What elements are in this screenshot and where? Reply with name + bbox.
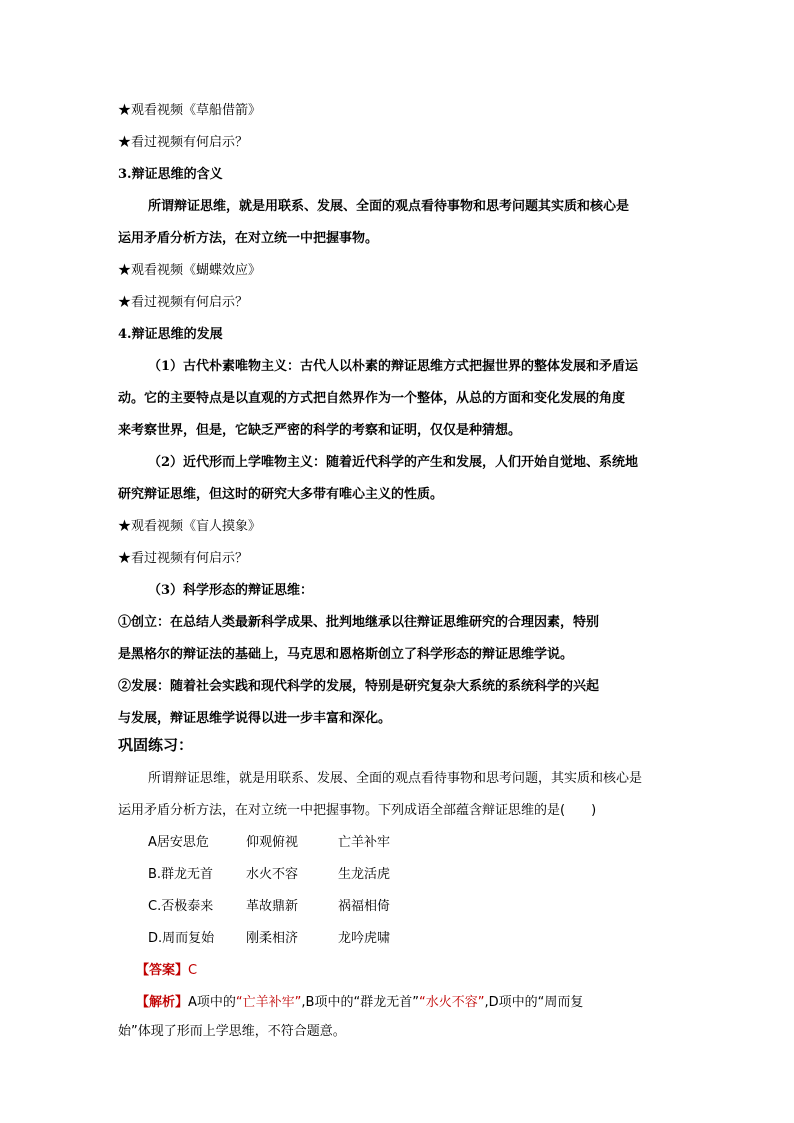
exercise-stem-line-1: 所谓辩证思维，就是用联系、发展、全面的观点看待事物和思考问题，其实质和核心是	[148, 771, 643, 786]
option-c-1: C.否极泰来	[148, 899, 214, 914]
question-line-2: ★看过视频有何启示？	[118, 295, 249, 310]
analysis-text-3: ,D项中的“周而复	[484, 995, 584, 1010]
paragraph-1-line-2: 动。它的主要特点是以直观的方式把自然界作为一个整体，从总的方面和变化发展的角度	[118, 391, 626, 406]
paragraph-1-line-1: （1）古代朴素唯物主义：古代人以朴素的辩证思维方式把握世界的整体发展和矛盾运	[148, 359, 639, 374]
video-line-2: ★观看视频《蝴蝶效应》	[118, 263, 262, 278]
option-a-2: 仰观俯视	[246, 835, 299, 850]
option-a-1: A居安思危	[148, 835, 209, 850]
analysis-text-1: A项中的	[188, 995, 236, 1010]
answer-label: 【答案】	[136, 963, 189, 978]
section-heading-4: 4.辩证思维的发展	[118, 327, 223, 342]
exercise-stem-line-2: 运用矛盾分析方法，在对立统一中把握事物。下列成语全部蕴含辩证思维的是( )	[118, 803, 597, 818]
paragraph-2-line-1: （2）近代形而上学唯物主义：随着近代科学的产生和发展，人们开始自觉地、系统地	[148, 455, 639, 470]
definition-line-2: 运用矛盾分析方法，在对立统一中把握事物。	[118, 231, 379, 246]
question-line-3: ★看过视频有何启示？	[118, 551, 249, 566]
option-c-3: 祸福相倚	[338, 899, 391, 914]
option-b-1: B.群龙无首	[148, 867, 214, 882]
development-line-2: 与发展，辩证思维学说得以进一步丰富和深化。	[118, 711, 392, 726]
option-c-2: 革故鼎新	[246, 899, 299, 914]
analysis-line-1	[136, 993, 696, 1013]
analysis-line-2: 始”体现了形而上学思维，不符合题意。	[118, 1024, 346, 1039]
analysis-label: 【解析】	[136, 995, 189, 1010]
creation-line-2: 是黑格尔的辩证法的基础上，马克思和恩格斯创立了科学形态的辩证思维学说。	[118, 647, 574, 662]
option-d-1: D.周而复始	[148, 931, 215, 946]
analysis-text-2: ,B项中的	[301, 995, 354, 1010]
analysis-quote-3: “水火不容”	[418, 995, 485, 1010]
exercise-heading: 巩固练习：	[118, 736, 194, 754]
paragraph-3-heading: （3）科学形态的辩证思维：	[148, 583, 314, 598]
answer-value: C	[188, 963, 198, 978]
development-line-1: ②发展：随着社会实践和现代科学的发展，特别是研究复杂大系统的系统科学的兴起	[118, 679, 600, 694]
analysis-quote-2: “群龙无首”	[353, 995, 419, 1010]
option-d-2: 刚柔相济	[246, 931, 299, 946]
answer-line	[136, 961, 696, 981]
video-line-3: ★观看视频《盲人摸象》	[118, 519, 262, 534]
option-b-2: 水火不容	[246, 867, 299, 882]
paragraph-1-line-3: 来考察世界，但是，它缺乏严密的科学的考察和证明，仅仅是种猜想。	[118, 423, 522, 438]
option-a-3: 亡羊补牢	[338, 835, 391, 850]
option-d-3: 龙吟虎啸	[338, 931, 391, 946]
creation-line-1: ①创立：在总结人类最新科学成果、批判地继承以往辩证思维研究的合理因素，特别	[118, 615, 600, 630]
paragraph-2-line-2: 研究辩证思维，但这时的研究大多带有唯心主义的性质。	[118, 487, 444, 502]
option-b-3: 生龙活虎	[338, 867, 391, 882]
definition-line-1: 所谓辩证思维，就是用联系、发展、全面的观点看待事物和思考问题其实质和核心是	[148, 199, 630, 214]
question-line-1: ★看过视频有何启示？	[118, 135, 249, 150]
section-heading-3: 3.辩证思维的含义	[118, 167, 223, 182]
analysis-quote-1: “亡羊补牢”	[235, 995, 302, 1010]
video-line-1: ★观看视频《草船借箭》	[118, 103, 262, 118]
